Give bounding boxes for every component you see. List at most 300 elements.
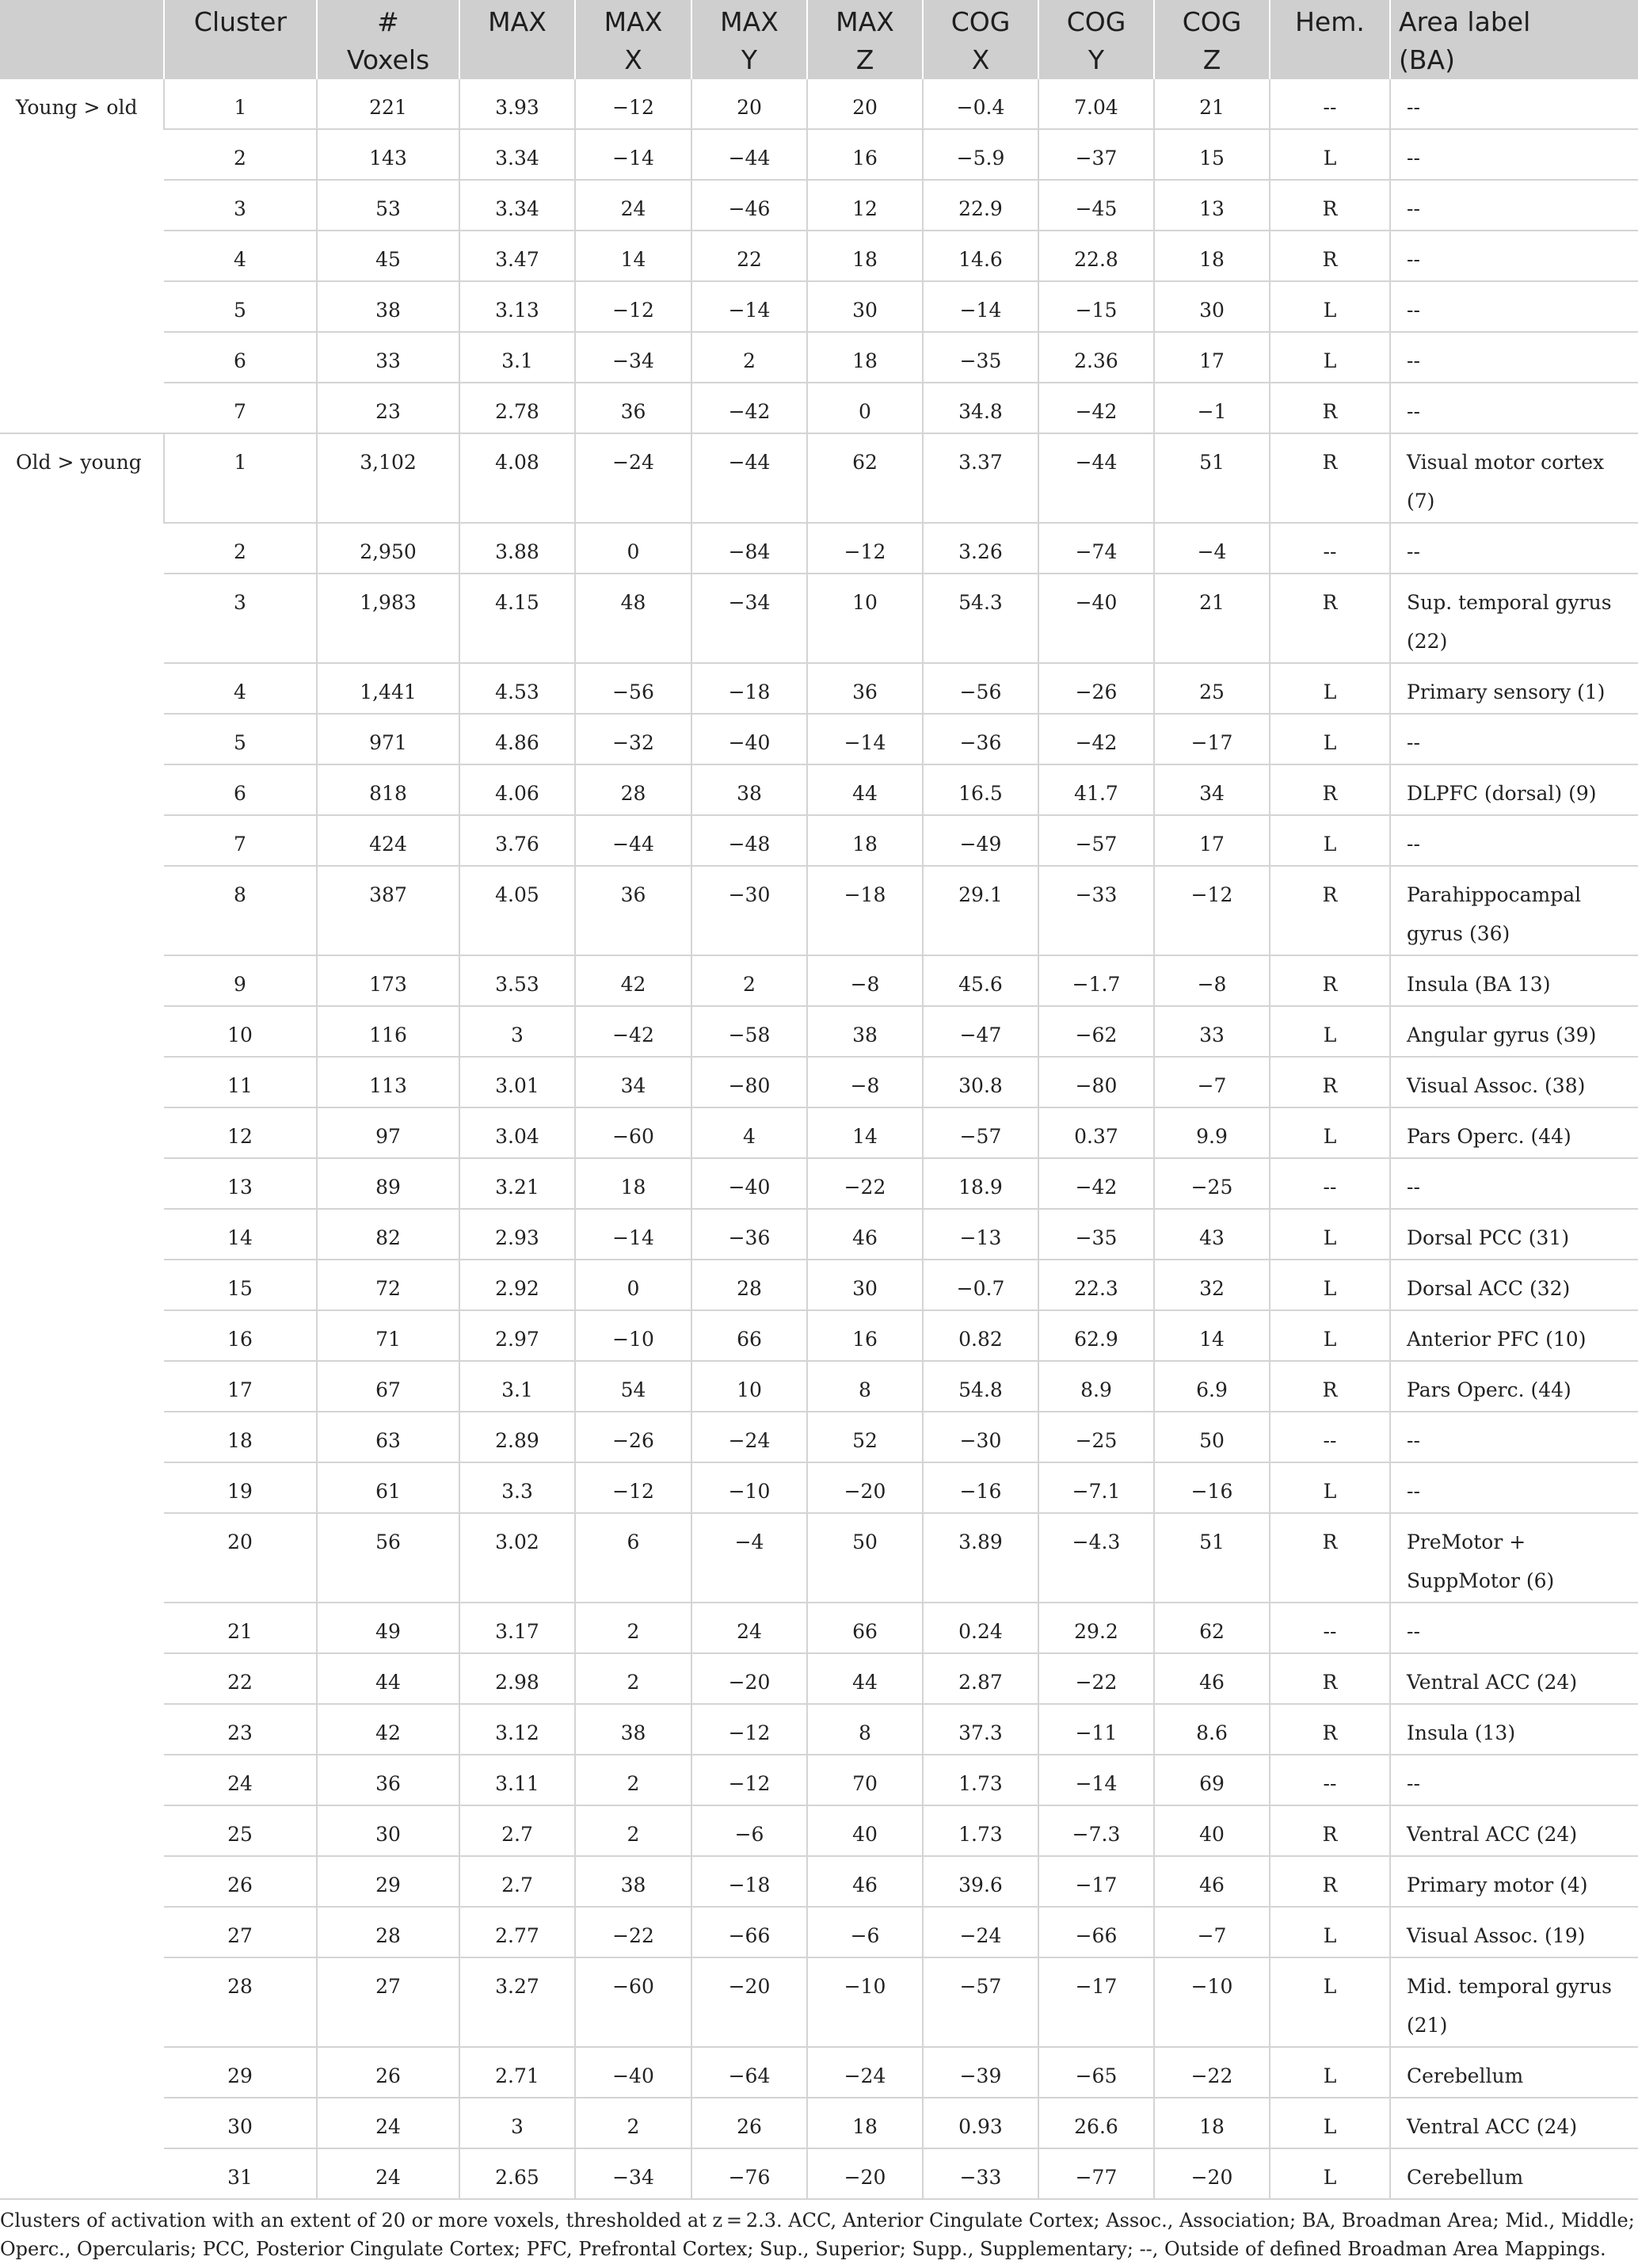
- cell-cog-y: 7.04: [1038, 79, 1154, 129]
- cell-cog-y: 26.6: [1038, 2098, 1154, 2148]
- header-max-y-line1: MAX: [720, 6, 779, 37]
- cell-cluster: 17: [164, 1361, 317, 1412]
- cell-hem: L: [1270, 1310, 1390, 1361]
- cell-voxels: 113: [317, 1057, 459, 1107]
- cell-cog-y: −14: [1038, 1755, 1154, 1805]
- cell-voxels: 3,102: [317, 433, 459, 523]
- cell-voxels: 63: [317, 1412, 459, 1462]
- cell-max-x: 18: [575, 1158, 691, 1209]
- cell-max-y: 4: [691, 1107, 807, 1158]
- table-row: [0, 523, 1638, 574]
- cell-hem: R: [1270, 433, 1390, 523]
- cell-cog-x: 2.87: [923, 1653, 1038, 1704]
- cell-cluster: 15: [164, 1260, 317, 1310]
- cell-cog-x: −30: [923, 1412, 1038, 1462]
- cell-hem: L: [1270, 1006, 1390, 1057]
- cell-max-z: 12: [807, 180, 923, 231]
- cell-voxels: 67: [317, 1361, 459, 1412]
- cell-cog-y: −40: [1038, 574, 1154, 663]
- cell-voxels: 36: [317, 1755, 459, 1805]
- cell-max-y: 2: [691, 955, 807, 1006]
- cell-cog-x: 14.6: [923, 231, 1038, 281]
- cell-cog-y: 41.7: [1038, 764, 1154, 815]
- cell-hem: --: [1270, 1158, 1390, 1209]
- table-row: [0, 1462, 1638, 1513]
- cell-max-z: 8: [807, 1361, 923, 1412]
- table-row: [0, 2047, 1638, 2098]
- header-cog-y: [1038, 0, 1154, 79]
- cell-cluster: 12: [164, 1107, 317, 1158]
- cell-max-z: 40: [807, 1805, 923, 1856]
- table-row: [0, 714, 1638, 764]
- cell-cog-x: −39: [923, 2047, 1038, 2098]
- cell-max-z: 30: [807, 281, 923, 332]
- cell-cog-z: 14: [1154, 1310, 1270, 1361]
- cell-cog-x: 0.82: [923, 1310, 1038, 1361]
- cell-area-label: --: [1390, 231, 1638, 281]
- cell-max-x: −14: [575, 129, 691, 180]
- cell-area-label: --: [1390, 1412, 1638, 1462]
- cell-max: 3.34: [459, 180, 575, 231]
- cell-hem: R: [1270, 764, 1390, 815]
- cell-cluster: 14: [164, 1209, 317, 1260]
- cell-max-y: −30: [691, 866, 807, 955]
- header-cluster-line1: Cluster: [193, 6, 288, 37]
- cell-cog-z: 15: [1154, 129, 1270, 180]
- cell-hem: --: [1270, 1755, 1390, 1805]
- cell-cluster: 4: [164, 231, 317, 281]
- table-row: [0, 2098, 1638, 2148]
- cell-cog-x: −56: [923, 663, 1038, 714]
- cell-voxels: 116: [317, 1006, 459, 1057]
- header-max-x-line2: X: [624, 44, 642, 75]
- cell-cluster: 11: [164, 1057, 317, 1107]
- cell-voxels: 44: [317, 1653, 459, 1704]
- header-cog-z-line1: COG: [1182, 6, 1242, 37]
- cell-max: 2.7: [459, 1805, 575, 1856]
- cell-area-label: Dorsal PCC (31): [1390, 1209, 1638, 1260]
- cell-cog-z: 43: [1154, 1209, 1270, 1260]
- table-row: [0, 1805, 1638, 1856]
- cell-max-z: 8: [807, 1704, 923, 1755]
- cell-voxels: 1,441: [317, 663, 459, 714]
- cell-area-label: Parahippocampal gyrus (36): [1390, 866, 1638, 955]
- cell-voxels: 28: [317, 1907, 459, 1957]
- cell-max-x: 2: [575, 1653, 691, 1704]
- cell-voxels: 29: [317, 1856, 459, 1907]
- cell-area-label: --: [1390, 383, 1638, 433]
- cell-max-z: 66: [807, 1603, 923, 1653]
- cell-cluster: 31: [164, 2148, 317, 2199]
- cell-voxels: 23: [317, 383, 459, 433]
- cell-cog-y: −33: [1038, 866, 1154, 955]
- header-hem-line1: Hem.: [1295, 6, 1365, 37]
- table-row: [0, 1209, 1638, 1260]
- header-cog-z-line2: Z: [1202, 44, 1221, 75]
- cell-area-label: Insula (BA 13): [1390, 955, 1638, 1006]
- cell-cog-x: −36: [923, 714, 1038, 764]
- cell-max-y: −12: [691, 1704, 807, 1755]
- cell-voxels: 45: [317, 231, 459, 281]
- cell-max-y: −80: [691, 1057, 807, 1107]
- cell-max-x: 2: [575, 1603, 691, 1653]
- cell-cog-z: 46: [1154, 1856, 1270, 1907]
- cell-cog-x: −13: [923, 1209, 1038, 1260]
- cell-max: 3.12: [459, 1704, 575, 1755]
- cell-max: 3.02: [459, 1513, 575, 1603]
- cell-max: 2.98: [459, 1653, 575, 1704]
- cell-max: 3.47: [459, 231, 575, 281]
- header-cog-x: [923, 0, 1038, 79]
- table-row: [0, 332, 1638, 383]
- cell-max-x: 54: [575, 1361, 691, 1412]
- cell-area-label: --: [1390, 1158, 1638, 1209]
- cell-cog-x: −14: [923, 281, 1038, 332]
- cell-max: 3.27: [459, 1957, 575, 2047]
- table-row: [0, 663, 1638, 714]
- cell-max-z: −22: [807, 1158, 923, 1209]
- cell-cog-y: −17: [1038, 1856, 1154, 1907]
- cell-cog-y: −57: [1038, 815, 1154, 866]
- cell-hem: --: [1270, 79, 1390, 129]
- cell-max-x: 0: [575, 1260, 691, 1310]
- cell-cog-y: −1.7: [1038, 955, 1154, 1006]
- cell-cluster: 3: [164, 180, 317, 231]
- cell-voxels: 27: [317, 1957, 459, 2047]
- table-row: [0, 574, 1638, 663]
- cell-voxels: 2,950: [317, 523, 459, 574]
- cell-voxels: 24: [317, 2148, 459, 2199]
- cell-area-label: Ventral ACC (24): [1390, 1653, 1638, 1704]
- cell-cog-z: 13: [1154, 180, 1270, 231]
- cell-voxels: 89: [317, 1158, 459, 1209]
- cell-area-label: Cerebellum: [1390, 2148, 1638, 2199]
- cell-cog-y: −42: [1038, 383, 1154, 433]
- cell-cog-z: 21: [1154, 574, 1270, 663]
- cell-max-x: 6: [575, 1513, 691, 1603]
- cell-cluster: 18: [164, 1412, 317, 1462]
- cell-cog-y: −74: [1038, 523, 1154, 574]
- header-cog-x-line2: X: [971, 44, 990, 75]
- table-row: [0, 1057, 1638, 1107]
- cell-hem: R: [1270, 1057, 1390, 1107]
- cell-cog-z: 46: [1154, 1653, 1270, 1704]
- cell-cluster: 26: [164, 1856, 317, 1907]
- cell-max-z: 18: [807, 815, 923, 866]
- table-row: [0, 1603, 1638, 1653]
- cell-max-y: 38: [691, 764, 807, 815]
- cell-cog-z: 62: [1154, 1603, 1270, 1653]
- cell-cog-x: 0.24: [923, 1603, 1038, 1653]
- cell-voxels: 42: [317, 1704, 459, 1755]
- cell-cluster: 28: [164, 1957, 317, 2047]
- cell-area-label: --: [1390, 523, 1638, 574]
- cell-hem: L: [1270, 714, 1390, 764]
- cell-cog-x: 16.5: [923, 764, 1038, 815]
- cell-area-label: Primary motor (4): [1390, 1856, 1638, 1907]
- cell-max-x: −60: [575, 1107, 691, 1158]
- cell-hem: L: [1270, 281, 1390, 332]
- cell-voxels: 387: [317, 866, 459, 955]
- cell-area-label: Visual motor cortex (7): [1390, 433, 1638, 523]
- cell-max-y: −18: [691, 663, 807, 714]
- cell-area-label: Mid. temporal gyrus (21): [1390, 1957, 1638, 2047]
- cell-cog-z: 30: [1154, 281, 1270, 332]
- cell-cog-x: −33: [923, 2148, 1038, 2199]
- table-row: [0, 433, 1638, 523]
- cell-area-label: --: [1390, 1755, 1638, 1805]
- cell-cog-z: −25: [1154, 1158, 1270, 1209]
- table-row: [0, 1107, 1638, 1158]
- header-cluster: [164, 0, 317, 79]
- cell-cog-x: 22.9: [923, 180, 1038, 231]
- header-area-label-line2: (BA): [1399, 44, 1455, 75]
- cell-max-y: −24: [691, 1412, 807, 1462]
- table-row: [0, 79, 1638, 129]
- cell-voxels: 424: [317, 815, 459, 866]
- header-cog-y-line2: Y: [1088, 44, 1105, 75]
- header-cog-z: [1154, 0, 1270, 79]
- cell-max-x: −22: [575, 1907, 691, 1957]
- cell-cog-z: −8: [1154, 955, 1270, 1006]
- table-row: [0, 815, 1638, 866]
- cell-max-z: 50: [807, 1513, 923, 1603]
- cell-max-x: 38: [575, 1704, 691, 1755]
- cell-max-z: 20: [807, 79, 923, 129]
- cell-cog-x: 3.26: [923, 523, 1038, 574]
- cell-hem: L: [1270, 1462, 1390, 1513]
- cell-cluster: 1: [164, 433, 317, 523]
- cell-max: 3.13: [459, 281, 575, 332]
- header-group: [0, 0, 164, 79]
- cell-max-x: −26: [575, 1412, 691, 1462]
- cell-max-y: −34: [691, 574, 807, 663]
- cell-area-label: Anterior PFC (10): [1390, 1310, 1638, 1361]
- cell-max: 3.21: [459, 1158, 575, 1209]
- table-row: [0, 1361, 1638, 1412]
- table-row: [0, 1310, 1638, 1361]
- table-row: [0, 1653, 1638, 1704]
- cell-cluster: 4: [164, 663, 317, 714]
- cell-area-label: --: [1390, 714, 1638, 764]
- cell-max-y: −44: [691, 129, 807, 180]
- cell-cog-y: −42: [1038, 1158, 1154, 1209]
- cell-area-label: --: [1390, 180, 1638, 231]
- cell-cog-z: 40: [1154, 1805, 1270, 1856]
- cell-voxels: 221: [317, 79, 459, 129]
- cell-cog-z: 25: [1154, 663, 1270, 714]
- cell-hem: R: [1270, 383, 1390, 433]
- table-row: [0, 2148, 1638, 2199]
- cell-cog-z: 51: [1154, 1513, 1270, 1603]
- cell-hem: R: [1270, 1805, 1390, 1856]
- cell-max-z: −20: [807, 2148, 923, 2199]
- cell-voxels: 971: [317, 714, 459, 764]
- cell-max-x: 0: [575, 523, 691, 574]
- cell-cog-y: −37: [1038, 129, 1154, 180]
- cell-max-z: 30: [807, 1260, 923, 1310]
- cell-max-x: −40: [575, 2047, 691, 2098]
- cell-area-label: Angular gyrus (39): [1390, 1006, 1638, 1057]
- cell-max-y: 24: [691, 1603, 807, 1653]
- cell-cluster: 22: [164, 1653, 317, 1704]
- table-footnote: Clusters of activation with an extent of 20 or more voxels, thresholded at z = 2.3. ACC, Anterior Cingulate Cortex; Assoc., Association; BA, Broadman Area; Mid., Middle; Operc., Opercularis; PCC, Posterior Cingulate Cortex; PFC, Prefrontal Cortex; Sup., Superior; Supp., Supplementary; --, Outside of defined Broadman Area Mappings.: [0, 2209, 1635, 2260]
- cell-max: 3: [459, 1006, 575, 1057]
- cell-cog-y: −66: [1038, 1907, 1154, 1957]
- cell-max-x: 36: [575, 866, 691, 955]
- cell-max: 2.7: [459, 1856, 575, 1907]
- cell-cluster: 19: [164, 1462, 317, 1513]
- header-max: [459, 0, 575, 79]
- header-area-label: [1390, 0, 1638, 79]
- cell-max-y: −76: [691, 2148, 807, 2199]
- cell-cog-x: 54.3: [923, 574, 1038, 663]
- cell-hem: L: [1270, 2098, 1390, 2148]
- header-max-line1: MAX: [488, 6, 547, 37]
- table-row: [0, 866, 1638, 955]
- cell-max: 3.76: [459, 815, 575, 866]
- cell-voxels: 56: [317, 1513, 459, 1603]
- cell-cog-y: −35: [1038, 1209, 1154, 1260]
- cell-max-z: −14: [807, 714, 923, 764]
- cell-cog-z: −16: [1154, 1462, 1270, 1513]
- cell-max-y: 22: [691, 231, 807, 281]
- cell-max-x: 14: [575, 231, 691, 281]
- cell-cluster: 6: [164, 332, 317, 383]
- cell-max: 2.65: [459, 2148, 575, 2199]
- cell-cog-z: 34: [1154, 764, 1270, 815]
- group-label: Young > old: [0, 79, 164, 433]
- cell-area-label: Ventral ACC (24): [1390, 1805, 1638, 1856]
- cell-max-x: 34: [575, 1057, 691, 1107]
- cell-max: 4.86: [459, 714, 575, 764]
- table-row: [0, 1412, 1638, 1462]
- cell-area-label: --: [1390, 129, 1638, 180]
- cell-max-y: −12: [691, 1755, 807, 1805]
- table-row: [0, 231, 1638, 281]
- cell-cluster: 24: [164, 1755, 317, 1805]
- cell-hem: R: [1270, 231, 1390, 281]
- cell-cog-x: −5.9: [923, 129, 1038, 180]
- cell-cluster: 21: [164, 1603, 317, 1653]
- cell-hem: L: [1270, 815, 1390, 866]
- cell-voxels: 38: [317, 281, 459, 332]
- cell-max-z: 46: [807, 1856, 923, 1907]
- cell-cluster: 2: [164, 523, 317, 574]
- cell-hem: R: [1270, 866, 1390, 955]
- cell-cog-y: −65: [1038, 2047, 1154, 2098]
- cell-max-z: 70: [807, 1755, 923, 1805]
- cell-max-y: 2: [691, 332, 807, 383]
- cell-cluster: 30: [164, 2098, 317, 2148]
- cell-cog-y: −80: [1038, 1057, 1154, 1107]
- cell-max-y: −40: [691, 1158, 807, 1209]
- cell-voxels: 82: [317, 1209, 459, 1260]
- cell-max-x: −44: [575, 815, 691, 866]
- table-row: [0, 1856, 1638, 1907]
- cell-max-z: 16: [807, 1310, 923, 1361]
- header-cog-y-line1: COG: [1066, 6, 1126, 37]
- cell-max-z: −24: [807, 2047, 923, 2098]
- table-row: [0, 1513, 1638, 1603]
- header-cog-x-line1: COG: [950, 6, 1011, 37]
- cell-cog-x: 30.8: [923, 1057, 1038, 1107]
- cell-max: 2.93: [459, 1209, 575, 1260]
- cell-cog-x: 3.37: [923, 433, 1038, 523]
- cell-max-x: 28: [575, 764, 691, 815]
- cell-max: 3.17: [459, 1603, 575, 1653]
- cell-cog-z: 6.9: [1154, 1361, 1270, 1412]
- cell-max-x: −32: [575, 714, 691, 764]
- cell-cog-x: −49: [923, 815, 1038, 866]
- cell-max-y: −66: [691, 1907, 807, 1957]
- cell-area-label: Sup. temporal gyrus (22): [1390, 574, 1638, 663]
- cell-cog-z: 51: [1154, 433, 1270, 523]
- cell-cog-x: 37.3: [923, 1704, 1038, 1755]
- cell-cog-x: 29.1: [923, 866, 1038, 955]
- cell-cog-z: −7: [1154, 1907, 1270, 1957]
- cell-cog-z: 17: [1154, 815, 1270, 866]
- cell-voxels: 818: [317, 764, 459, 815]
- cell-hem: L: [1270, 1209, 1390, 1260]
- cell-cog-z: 8.6: [1154, 1704, 1270, 1755]
- table-row: [0, 281, 1638, 332]
- cell-max-x: −14: [575, 1209, 691, 1260]
- cell-cluster: 29: [164, 2047, 317, 2098]
- cell-cog-z: −4: [1154, 523, 1270, 574]
- cell-max: 3.3: [459, 1462, 575, 1513]
- cell-cog-x: −24: [923, 1907, 1038, 1957]
- table-row: [0, 383, 1638, 433]
- cell-hem: --: [1270, 523, 1390, 574]
- cell-cog-y: 2.36: [1038, 332, 1154, 383]
- cell-max-x: −10: [575, 1310, 691, 1361]
- cell-max-x: −34: [575, 332, 691, 383]
- cell-max: 2.77: [459, 1907, 575, 1957]
- cell-cog-y: −42: [1038, 714, 1154, 764]
- cell-cog-z: −22: [1154, 2047, 1270, 2098]
- cell-max: 3.93: [459, 79, 575, 129]
- table-row: [0, 1704, 1638, 1755]
- cell-cog-y: −44: [1038, 433, 1154, 523]
- cell-cluster: 16: [164, 1310, 317, 1361]
- cell-cog-x: −0.4: [923, 79, 1038, 129]
- header-max-z-line1: MAX: [836, 6, 894, 37]
- cell-max: 4.08: [459, 433, 575, 523]
- cell-voxels: 1,983: [317, 574, 459, 663]
- cell-voxels: 143: [317, 129, 459, 180]
- header-voxels-line1: #: [377, 6, 399, 37]
- cell-max-z: 14: [807, 1107, 923, 1158]
- cell-voxels: 49: [317, 1603, 459, 1653]
- cell-max: 4.06: [459, 764, 575, 815]
- cell-cluster: 8: [164, 866, 317, 955]
- cell-hem: R: [1270, 1704, 1390, 1755]
- cell-max-z: 38: [807, 1006, 923, 1057]
- cell-hem: R: [1270, 1361, 1390, 1412]
- cell-max-x: 42: [575, 955, 691, 1006]
- cell-cog-x: −16: [923, 1462, 1038, 1513]
- cell-area-label: Visual Assoc. (38): [1390, 1057, 1638, 1107]
- cell-max-y: −36: [691, 1209, 807, 1260]
- cell-max-y: 26: [691, 2098, 807, 2148]
- cell-cog-z: −7: [1154, 1057, 1270, 1107]
- cell-area-label: --: [1390, 1603, 1638, 1653]
- cell-cluster: 10: [164, 1006, 317, 1057]
- cell-max-y: 66: [691, 1310, 807, 1361]
- cell-max-z: −20: [807, 1462, 923, 1513]
- cell-max: 4.53: [459, 663, 575, 714]
